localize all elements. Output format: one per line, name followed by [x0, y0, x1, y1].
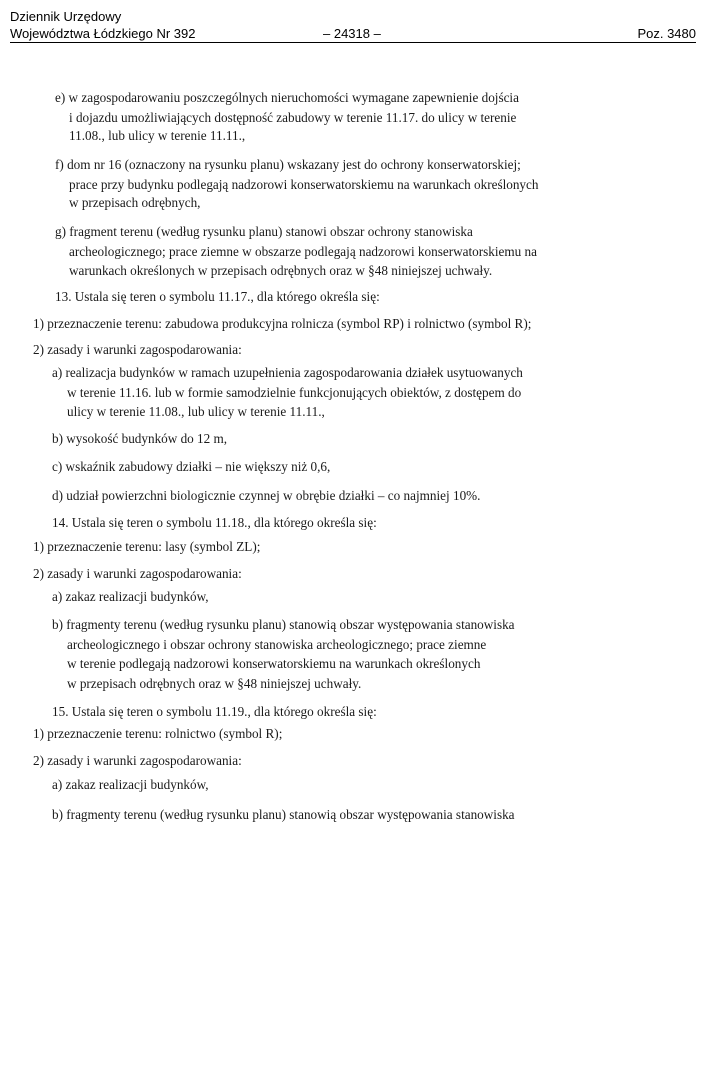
- text-line: b) wysokość budynków do 12 m,: [52, 431, 228, 446]
- text-line: a) realizacja budynków w ramach uzupełnienia zagospodarowania działek usytuowanych: [52, 365, 523, 380]
- text-line: c) wskaźnik zabudowy działki – nie większy niż 0,6,: [52, 459, 331, 474]
- text-line: a) zakaz realizacji budynków,: [52, 589, 209, 604]
- journal-title: Dziennik Urzędowy: [10, 9, 122, 24]
- text-line: w przepisach odrębnych oraz w §48 niniejszej uchwały.: [67, 676, 362, 691]
- text-line: a) zakaz realizacji budynków,: [52, 777, 209, 792]
- text-line: 2) zasady i warunki zagospodarowania:: [33, 566, 242, 581]
- text-line: f) dom nr 16 (oznaczony na rysunku planu) wskazany jest do ochrony konserwatorskiej;: [55, 157, 521, 172]
- journal-issue: Województwa Łódzkiego Nr 392: [10, 26, 196, 41]
- section-heading: 15. Ustala się teren o symbolu 11.19., dla którego określa się:: [52, 704, 377, 719]
- text-line: 1) przeznaczenie terenu: rolnictwo (symbol R);: [33, 726, 283, 741]
- text-line: g) fragment terenu (według rysunku planu) stanowi obszar ochrony stanowiska: [55, 224, 473, 239]
- text-line: b) fragmenty terenu (według rysunku planu) stanowią obszar występowania stanowiska: [52, 617, 515, 632]
- text-line: warunkach określonych w przepisach odrębnych oraz w §48 niniejszej uchwały.: [69, 263, 493, 278]
- text-line: 1) przeznaczenie terenu: lasy (symbol ZL);: [33, 539, 261, 554]
- text-line: 11.08., lub ulicy w terenie 11.11.,: [69, 128, 246, 143]
- text-line: d) udział powierzchni biologicznie czynnej w obrębie działki – co najmniej 10%.: [52, 488, 481, 503]
- section-heading: 13. Ustala się teren o symbolu 11.17., dla którego określa się:: [55, 289, 380, 304]
- header-divider: [10, 42, 696, 43]
- text-line: w przepisach odrębnych,: [69, 195, 201, 210]
- text-line: ulicy w terenie 11.08., lub ulicy w terenie 11.11.,: [67, 404, 325, 419]
- text-line: 2) zasady i warunki zagospodarowania:: [33, 342, 242, 357]
- text-line: w terenie podlegają nadzorowi konserwatorskiemu na warunkach określonych: [67, 656, 481, 671]
- text-line: prace przy budynku podlegają nadzorowi konserwatorskiemu na warunkach określonych: [69, 177, 539, 192]
- section-heading: 14. Ustala się teren o symbolu 11.18., dla którego określa się:: [52, 515, 377, 530]
- text-line: i dojazdu umożliwiających dostępność zabudowy w terenie 11.17. do ulicy w terenie: [69, 110, 517, 125]
- text-line: e) w zagospodarowaniu poszczególnych nieruchomości wymagane zapewnienie dojścia: [55, 90, 519, 105]
- text-line: 1) przeznaczenie terenu: zabudowa produkcyjna rolnicza (symbol RP) i rolnictwo (symbol R);: [33, 316, 532, 331]
- text-line: 2) zasady i warunki zagospodarowania:: [33, 753, 242, 768]
- text-line: archeologicznego; prace ziemne w obszarze podlegają nadzorowi konserwatorskiemu na: [69, 244, 537, 259]
- text-line: archeologicznego i obszar ochrony stanowiska archeologicznego; prace ziemne: [67, 637, 487, 652]
- text-line: w terenie 11.16. lub w formie samodzielnie funkcjonujących obiektów, z dostępem do: [67, 385, 522, 400]
- page-number: – 24318 –: [323, 26, 381, 41]
- text-line: b) fragmenty terenu (według rysunku planu) stanowią obszar występowania stanowiska: [52, 807, 515, 822]
- position-number: Poz. 3480: [637, 26, 696, 41]
